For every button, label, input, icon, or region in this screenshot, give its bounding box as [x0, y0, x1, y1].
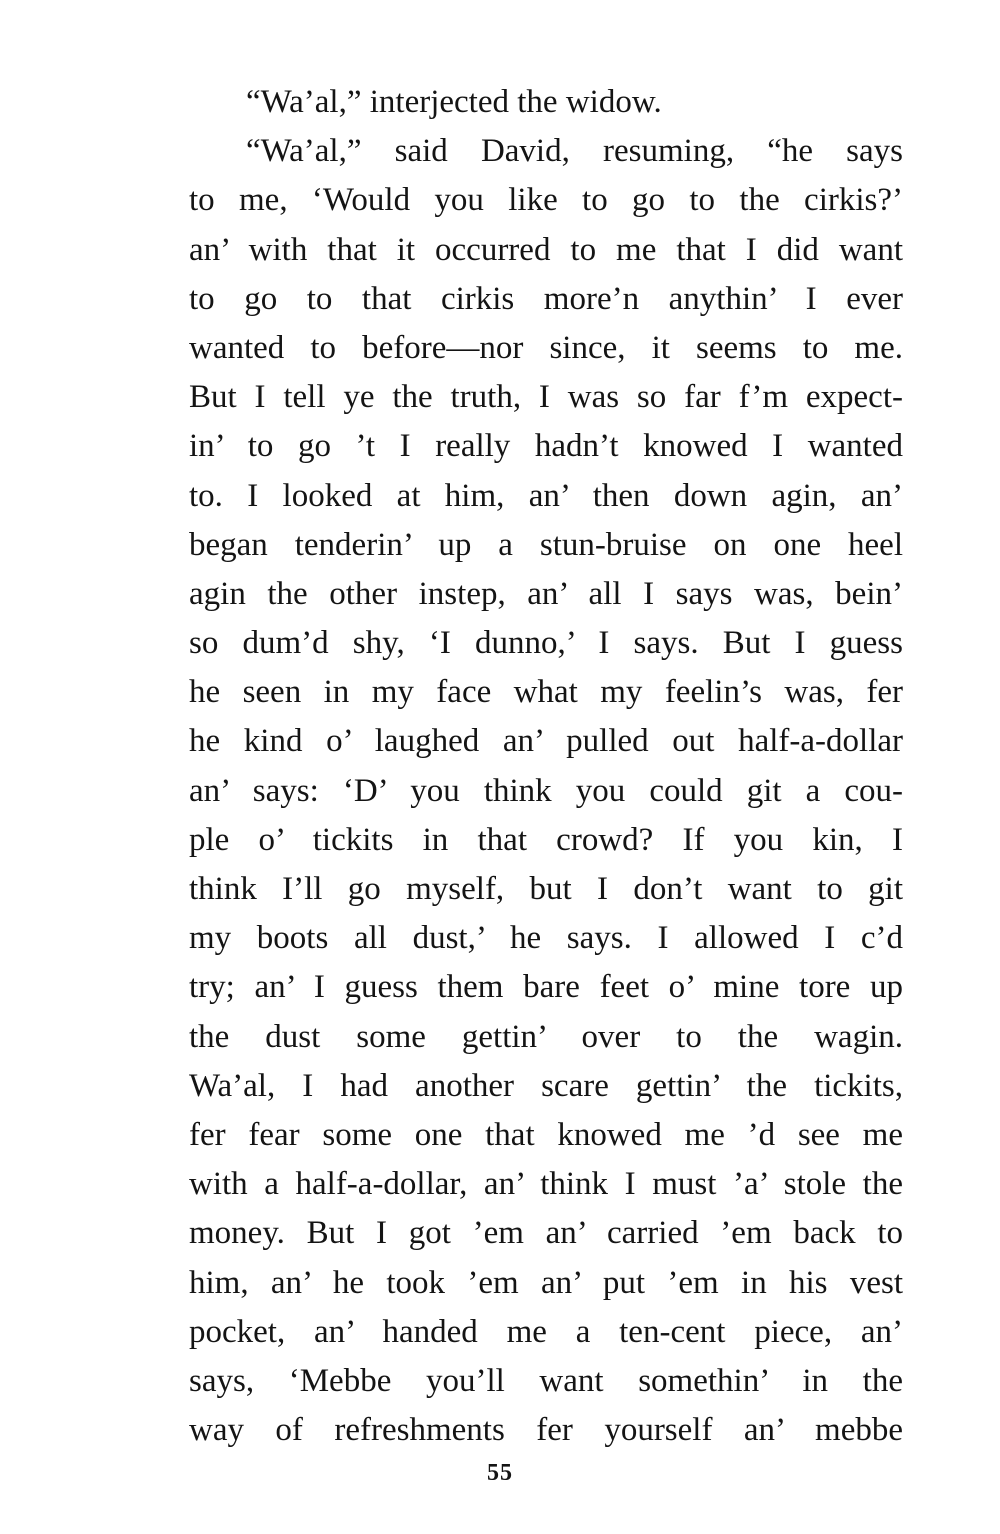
text-line: money. But I got ’em an’ carried ’em back to — [189, 1215, 903, 1252]
body-text — [189, 78, 903, 1455]
text-line: But I tell ye the truth, I was so far f’m expect- — [189, 379, 903, 416]
text-line: ple o’ tickits in that crowd? If you kin, I — [189, 821, 903, 858]
text-line: think I’ll go myself, but I don’t want to git — [189, 871, 903, 907]
text-line: pocket, an’ handed me a ten-cent piece, an’ — [189, 1313, 903, 1350]
text-line: says, ‘Mebbe you’ll want somethin’ in the — [189, 1362, 903, 1399]
text-line: my boots all dust,’ he says. I allowed I c’d — [189, 920, 903, 957]
text-line: so dum’d shy, ‘I dunno,’ I says. But I guess — [189, 625, 903, 662]
text-line: “Wa’al,” interjected the widow. — [246, 84, 662, 120]
text-line: to go to that cirkis more’n anythin’ I ever — [189, 280, 903, 317]
text-line: him, an’ he took ’em an’ put ’em in his vest — [189, 1264, 903, 1301]
text-line: Wa’al, I had another scare gettin’ the tickits, — [189, 1067, 903, 1104]
text-line: to me, ‘Would you like to go to the cirkis?’ — [189, 182, 903, 219]
text-line: way of refreshments fer yourself an’ mebbe — [189, 1412, 903, 1449]
text-line: wanted to before—nor since, it seems to me. — [189, 329, 903, 366]
text-line: an’ with that it occurred to me that I did want — [189, 231, 903, 268]
page-number: 55 — [487, 1460, 513, 1486]
text-line: “Wa’al,” said David, resuming, “he says — [246, 133, 903, 170]
text-line: with a half-a-dollar, an’ think I must ’a’ stole the — [189, 1166, 903, 1203]
text-line: an’ says: ‘D’ you think you could git a cou- — [189, 772, 903, 809]
text-line: in’ to go ’t I really hadn’t knowed I wanted — [189, 428, 903, 465]
text-line: the dust some gettin’ over to the wagin. — [189, 1018, 903, 1055]
text-line: fer fear some one that knowed me ’d see me — [189, 1116, 903, 1153]
text-line: try; an’ I guess them bare feet o’ mine tore up — [189, 969, 903, 1006]
text-line: he seen in my face what my feelin’s was, fer — [189, 674, 903, 711]
text-line: began tenderin’ up a stun-bruise on one heel — [189, 526, 903, 563]
text-line: he kind o’ laughed an’ pulled out half-a-dollar — [189, 723, 903, 760]
text-line: to. I looked at him, an’ then down agin, an’ — [189, 477, 903, 514]
text-line: agin the other instep, an’ all I says was, bein’ — [189, 575, 903, 612]
